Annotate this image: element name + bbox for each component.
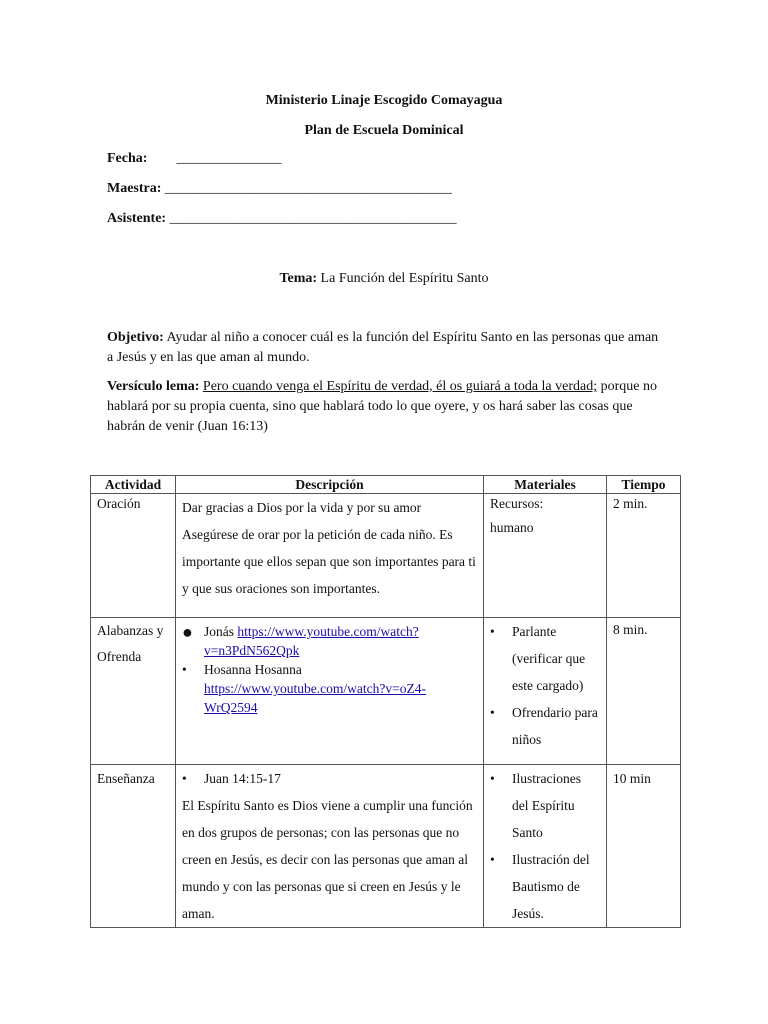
list-item [490,765,600,846]
plan-title: Plan de Escuela Dominical [304,123,464,138]
bullet-icon: • [182,771,187,786]
materiales-line: humano [490,520,534,535]
tema-line [0,271,768,287]
list-item [490,846,600,927]
asistente-blank: _________________________________________ [169,211,457,226]
bullet-icon: • [490,771,495,786]
versiculo-rest: porque no hablará por su propia cuenta, sino que hablará todo lo que oyere, y os hará saber las cosas que habrán de venir (Juan 16:13) [107,379,657,434]
activity-table [90,475,681,928]
maestra-row [107,181,452,197]
versiculo-underlined: Pero cuando venga el Espíritu de verdad, él os guiará a toda la verdad; [202,379,598,394]
song-name: Jonás [204,624,234,639]
tiempo-cell: 8 min. [607,618,681,765]
bible-reference: Juan 14:15-17 [204,771,281,786]
list-item [490,699,600,753]
versiculo-paragraph [107,377,667,437]
table-row [91,494,681,618]
list-item [182,765,477,792]
fecha-blank: _______________ [176,151,282,166]
materiales-item: Ilustraciones del Espíritu Santo [512,771,581,840]
bullet-icon: • [490,852,495,867]
tema-value: La Función del Espíritu Santo [320,271,489,286]
header-materiales: Materiales [484,476,607,494]
table-header-row [91,476,681,494]
list-item [490,618,600,699]
bullet-icon: • [490,705,495,720]
header-tiempo: Tiempo [607,476,681,494]
list-item [182,660,477,717]
descripcion-cell [176,765,484,928]
materiales-item: Ilustración del Bautismo de Jesús. [512,852,590,921]
actividad-cell: Alabanzas y Ofrenda [91,618,176,765]
actividad-cell: Oración [91,494,176,618]
tiempo-cell: 10 min [607,765,681,928]
asistente-row [107,211,457,227]
objetivo-paragraph [107,328,667,368]
objetivo-text: Ayudar al niño a conocer cuál es la función del Espíritu Santo en las personas que aman a Jesús y en las que aman al mundo. [107,330,659,365]
bullet-icon: • [182,662,187,677]
song-link[interactable]: https://www.youtube.com/watch?v=n3PdN562Qpk [204,624,419,658]
table-row [91,618,681,765]
materiales-cell [484,494,607,618]
ministry-title: Ministerio Linaje Escogido Comayagua [265,93,503,108]
materiales-item: Parlante (verificar que este cargado) [512,624,586,693]
tema-label: Tema: [279,271,318,286]
fecha-row [107,151,281,167]
descripcion-cell [176,618,484,765]
list-item [182,622,477,660]
maestra-label: Maestra: [107,181,162,196]
table-row [91,765,681,928]
actividad-cell: Enseñanza [91,765,176,928]
descripcion-text: El Espíritu Santo es Dios viene a cumplir una función en dos grupos de personas; con las personas que no creen en Jesús, es decir con las personas que aman al mundo y con las personas que si creen en Jesús y le aman. [182,798,473,921]
header-descripcion: Descripción [176,476,484,494]
materiales-cell [484,618,607,765]
objetivo-label: Objetivo: [107,330,164,345]
versiculo-label: Versículo lema: [107,379,200,394]
materiales-cell [484,765,607,928]
header-actividad: Actividad [91,476,176,494]
song-name: Hosanna Hosanna [204,662,302,677]
bullet-icon: • [490,624,495,639]
fecha-label: Fecha: [107,151,148,166]
song-link[interactable]: https://www.youtube.com/watch?v=oZ4-WrQ2594 [204,681,426,715]
materiales-line: Recursos: [490,496,544,511]
asistente-label: Asistente: [107,211,167,226]
tiempo-cell: 2 min. [607,494,681,618]
descripcion-cell: Dar gracias a Dios por la vida y por su amor Asegúrese de orar por la petición de cada niño. Es importante que ellos sepan que son importantes para ti y que sus oraciones son importantes. [176,494,484,618]
bullet-icon: ● [182,622,193,642]
maestra-blank: _________________________________________ [164,181,452,196]
materiales-item: Ofrendario para niños [512,705,598,747]
